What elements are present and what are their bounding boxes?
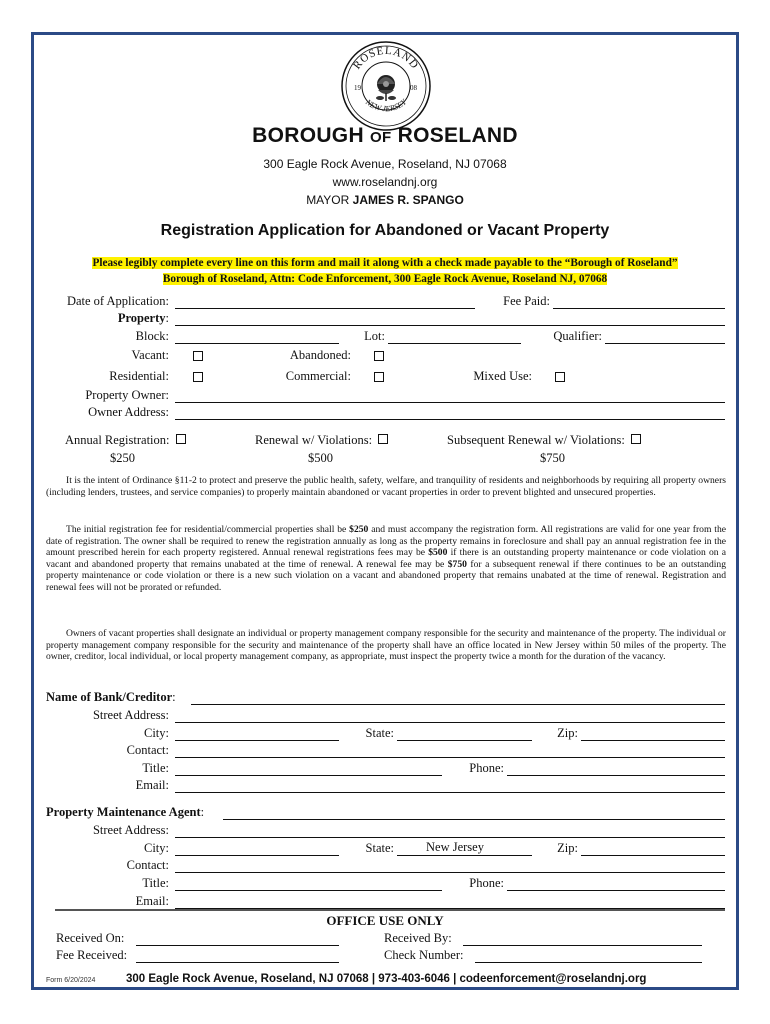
check-number-field[interactable] — [475, 950, 702, 963]
owner-address-label: Owner Address: — [88, 405, 169, 419]
mayor-name: JAMES R. SPANGO — [352, 193, 464, 207]
lot-label: Lot: — [364, 329, 385, 343]
agent-heading-text: Property Maintenance Agent — [46, 805, 201, 819]
footer-contact: 300 Eagle Rock Avenue, Roseland, NJ 07068 | 973-403-6046 | codeenforcement@roselandnj.org — [126, 973, 647, 985]
bank-name-field[interactable] — [191, 692, 725, 705]
date-of-application-label: Date of Application: — [66, 294, 169, 308]
annual-fee: $250 — [110, 451, 135, 465]
qualifier-field[interactable] — [605, 331, 725, 344]
agent-contact-label: Contact: — [126, 858, 169, 872]
mixed-use-label: Mixed Use: — [473, 369, 532, 383]
fee-received-label: Fee Received: — [56, 948, 128, 962]
agent-name-field[interactable] — [223, 807, 725, 820]
bank-creditor-heading: Name of Bank/Creditor: — [46, 690, 176, 704]
fee-received-field[interactable] — [136, 950, 339, 963]
agent-phone-label: Phone: — [469, 876, 504, 890]
abandoned-checkbox[interactable] — [374, 351, 384, 361]
agent-city-label: City: — [143, 841, 169, 855]
fee-amount-250: $250 — [349, 524, 369, 535]
bank-phone-field[interactable] — [507, 763, 725, 776]
qualifier-label: Qualifier: — [553, 329, 602, 343]
date-of-application-field[interactable] — [175, 296, 475, 309]
bank-street-field[interactable] — [175, 710, 725, 723]
agent-contact-field[interactable] — [175, 860, 725, 873]
ordinance-paragraph: It is the intent of Ordinance §11-2 to protect and preserve the public health, safety, welfare, and tranquility of residents and neighborhoods by requiring all property owners (including lenders, trustees, and service companies) to properly maintain abandoned or vacant properties in order to prevent blighted and unsecured properties. — [46, 475, 726, 498]
renewal-violations-label — [255, 433, 388, 448]
agent-street-field[interactable] — [175, 825, 725, 838]
property-owner-label: Property Owner: — [85, 388, 169, 402]
header-mayor — [0, 193, 770, 207]
renewal-fee: $500 — [308, 451, 333, 465]
received-on-field[interactable] — [136, 933, 339, 946]
svg-text:08: 08 — [410, 84, 417, 92]
block-field[interactable] — [175, 331, 339, 344]
agent-zip-label: Zip: — [557, 841, 578, 855]
bank-email-field[interactable] — [175, 780, 725, 793]
office-use-heading: OFFICE USE ONLY — [326, 913, 444, 928]
form-title: Registration Application for Abandoned or Vacant Property — [160, 222, 610, 239]
subsequent-renewal-text: Subsequent Renewal w/ Violations: — [447, 433, 625, 447]
bank-phone-label: Phone: — [469, 761, 504, 775]
check-number-label: Check Number: — [384, 948, 464, 962]
bank-zip-label: Zip: — [557, 726, 578, 740]
received-by-field[interactable] — [463, 933, 702, 946]
bank-contact-label: Contact: — [126, 743, 169, 757]
property-field[interactable] — [175, 313, 725, 326]
agent-title-label: Title: — [142, 876, 169, 890]
commercial-checkbox[interactable] — [374, 372, 384, 382]
bank-email-label: Email: — [135, 778, 169, 792]
fee-amount-750: $750 — [447, 558, 467, 570]
fee-text-1: The initial registration fee for residential/commercial properties shall be — [66, 524, 350, 535]
received-by-label: Received By: — [384, 931, 452, 945]
annual-registration-checkbox[interactable] — [176, 434, 186, 444]
subsequent-renewal-checkbox[interactable] — [631, 434, 641, 444]
agent-street-label: Street Address: — [92, 823, 169, 837]
residential-checkbox[interactable] — [193, 372, 203, 382]
agent-email-field[interactable] — [175, 896, 725, 909]
bank-city-label: City: — [143, 726, 169, 740]
bank-title-label: Title: — [142, 761, 169, 775]
commercial-label: Commercial: — [285, 369, 351, 383]
bank-contact-field[interactable] — [175, 745, 725, 758]
block-label: Block: — [135, 329, 169, 343]
header-website: www.roselandnj.org — [332, 175, 438, 189]
agent-zip-field[interactable] — [581, 843, 725, 856]
bank-street-label: Street Address: — [92, 708, 169, 722]
annual-registration-label — [65, 433, 186, 448]
subsequent-fee: $750 — [540, 451, 565, 465]
received-on-label: Received On: — [56, 931, 125, 945]
vacant-checkbox[interactable] — [193, 351, 203, 361]
lot-field[interactable] — [388, 331, 521, 344]
vacant-label: Vacant: — [131, 348, 169, 362]
maintenance-agent-heading: Property Maintenance Agent: — [46, 805, 205, 819]
agent-city-field[interactable] — [175, 843, 339, 856]
borough-seal-logo — [340, 40, 432, 132]
instructions — [0, 255, 770, 287]
instructions-line-1: Please legibly complete every line on this form and mail it along with a check made payable to the “Borough of Roseland” — [92, 257, 678, 269]
mayor-prefix: MAYOR — [306, 193, 350, 207]
owners-paragraph: Owners of vacant properties shall designate an individual or property management company responsible for the security and maintenance of the property. The individual or property management company responsible for the security and maintenance of the property shall have an office located in New Jersey within 50 miles of the property. The owner, creditor, local individual, or local property management company, as appropriate, must inspect the property twice a month for the duration of the vacancy. — [46, 628, 726, 663]
form-date: Form 6/20/2024 — [46, 977, 96, 984]
agent-state-label: State: — [365, 841, 394, 855]
bank-title-field[interactable] — [175, 763, 442, 776]
owner-address-field[interactable] — [175, 407, 725, 420]
property-label-text: Property — [117, 311, 166, 325]
header-address: 300 Eagle Rock Avenue, Roseland, NJ 07068 — [263, 157, 507, 171]
renewal-violations-checkbox[interactable] — [378, 434, 388, 444]
annual-registration-text: Annual Registration: — [65, 433, 170, 447]
fee-paid-label: Fee Paid: — [503, 294, 550, 308]
property-owner-field[interactable] — [175, 390, 725, 403]
bank-state-label: State: — [365, 726, 394, 740]
bank-city-field[interactable] — [175, 728, 339, 741]
svg-text:ROSELAND: ROSELAND — [350, 44, 422, 72]
agent-state-value: New Jersey — [426, 840, 484, 854]
instructions-line-2: Borough of Roseland, Attn: Code Enforcement, 300 Eagle Rock Avenue, Roseland NJ, 07068 — [162, 273, 608, 285]
fee-text-3: if there is an outstanding property maintenance or code violation on a vacant and abandoned property that remains unabated at the time of renewal. A renewal fee may be — [46, 547, 726, 570]
residential-label: Residential: — [109, 369, 169, 383]
bank-state-field[interactable] — [397, 728, 532, 741]
subsequent-renewal-label — [447, 433, 641, 448]
mixed-use-checkbox[interactable] — [555, 372, 565, 382]
agent-phone-field[interactable] — [507, 878, 725, 891]
agent-email-label: Email: — [135, 894, 169, 908]
fee-paid-field[interactable] — [553, 296, 725, 309]
svg-text:NEW JERSEY: NEW JERSEY — [363, 97, 409, 114]
office-use-divider — [55, 909, 725, 911]
bank-heading-text: Name of Bank/Creditor — [46, 690, 173, 704]
svg-text:19: 19 — [354, 84, 361, 92]
fee-paragraph — [46, 524, 726, 594]
fee-text-2: and must accompany the registration form. All registrations are valid for one year from the date of registration. The owner shall be required to renew the registration annually as long as the property remains in foreclosure and shall pay an annual registration fee in the amount prescribed herein for each property registered. Annual renewal registrations fees may be — [46, 524, 726, 559]
renewal-violations-text: Renewal w/ Violations: — [255, 433, 373, 447]
agent-title-field[interactable] — [175, 878, 442, 891]
property-label: Property: — [117, 311, 169, 325]
borough-title: BOROUGH of ROSELAND — [252, 124, 518, 147]
fee-text-4: for a subsequent renewal if there continues to be an outstanding property maintenance or code violation or there is a new such violation on a vacant and abandoned property that remains unabated at the time of renewal. Registration and renewal fees will not be prorated or refunded. — [46, 558, 726, 593]
abandoned-label: Abandoned: — [289, 348, 351, 362]
fee-amount-500: $500 — [428, 547, 448, 559]
bank-zip-field[interactable] — [581, 728, 725, 741]
